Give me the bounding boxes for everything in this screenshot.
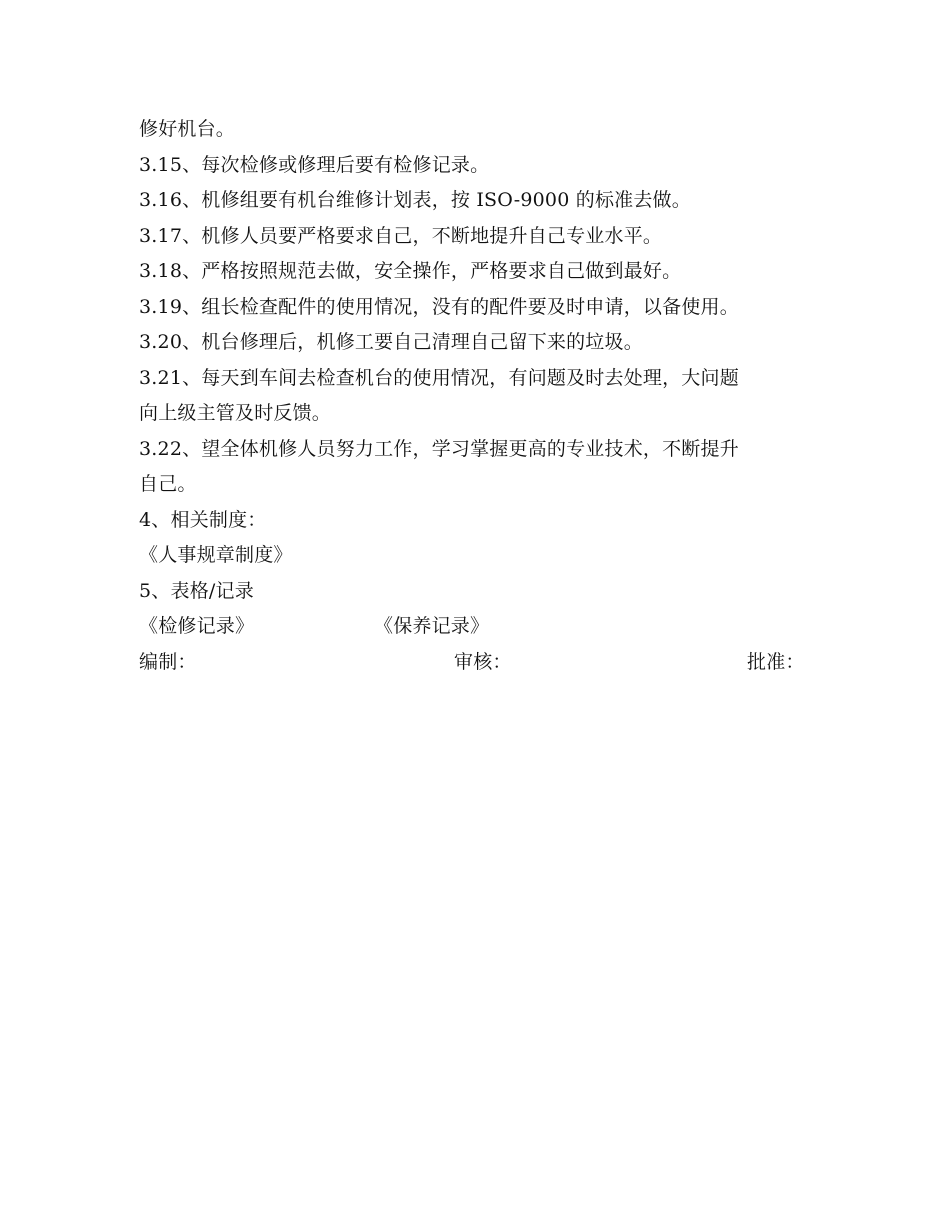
clause-3-19: 3.19、组长检查配件的使用情况，没有的配件要及时申请，以备使用。 [139,295,739,318]
record-maintenance-log: 《检修记录》 [139,615,255,637]
text-line: 修好机台。 [139,118,236,140]
record-upkeep-log: 《保养记录》 [374,615,490,637]
section-5-heading: 5、表格/记录 [139,579,254,602]
reviewed-by-label: 审核： [454,650,512,673]
clause-3-17: 3.17、机修人员要严格要求自己，不断地提升自己专业水平。 [139,224,663,247]
document-body [139,112,819,680]
records-row [139,609,819,645]
prepared-by-label: 编制： [139,650,197,673]
clause-3-15: 3.15、每次检修或修理后要有检修记录。 [139,153,490,176]
clause-3-21-continued: 向上级主管及时反馈。 [139,402,332,424]
section-4-heading: 4、相关制度： [139,508,267,531]
clause-3-20: 3.20、机台修理后，机修工要自己清理自己留下来的垃圾。 [139,331,643,353]
approved-by-label: 批准： [747,650,805,673]
related-policy: 《人事规章制度》 [139,544,293,566]
clause-3-22: 3.22、望全体机修人员努力工作，学习掌握更高的专业技术，不断提升 [139,437,739,460]
clause-3-16: 3.16、机修组要有机台维修计划表，按 ISO-9000 的标准去做。 [139,189,691,211]
clause-3-22-continued: 自己。 [139,473,197,495]
clause-3-21: 3.21、每天到车间去检查机台的使用情况，有问题及时去处理，大问题 [139,366,739,389]
clause-3-18: 3.18、严格按照规范去做，安全操作，严格要求自己做到最好。 [139,260,682,282]
signature-row [139,645,811,681]
